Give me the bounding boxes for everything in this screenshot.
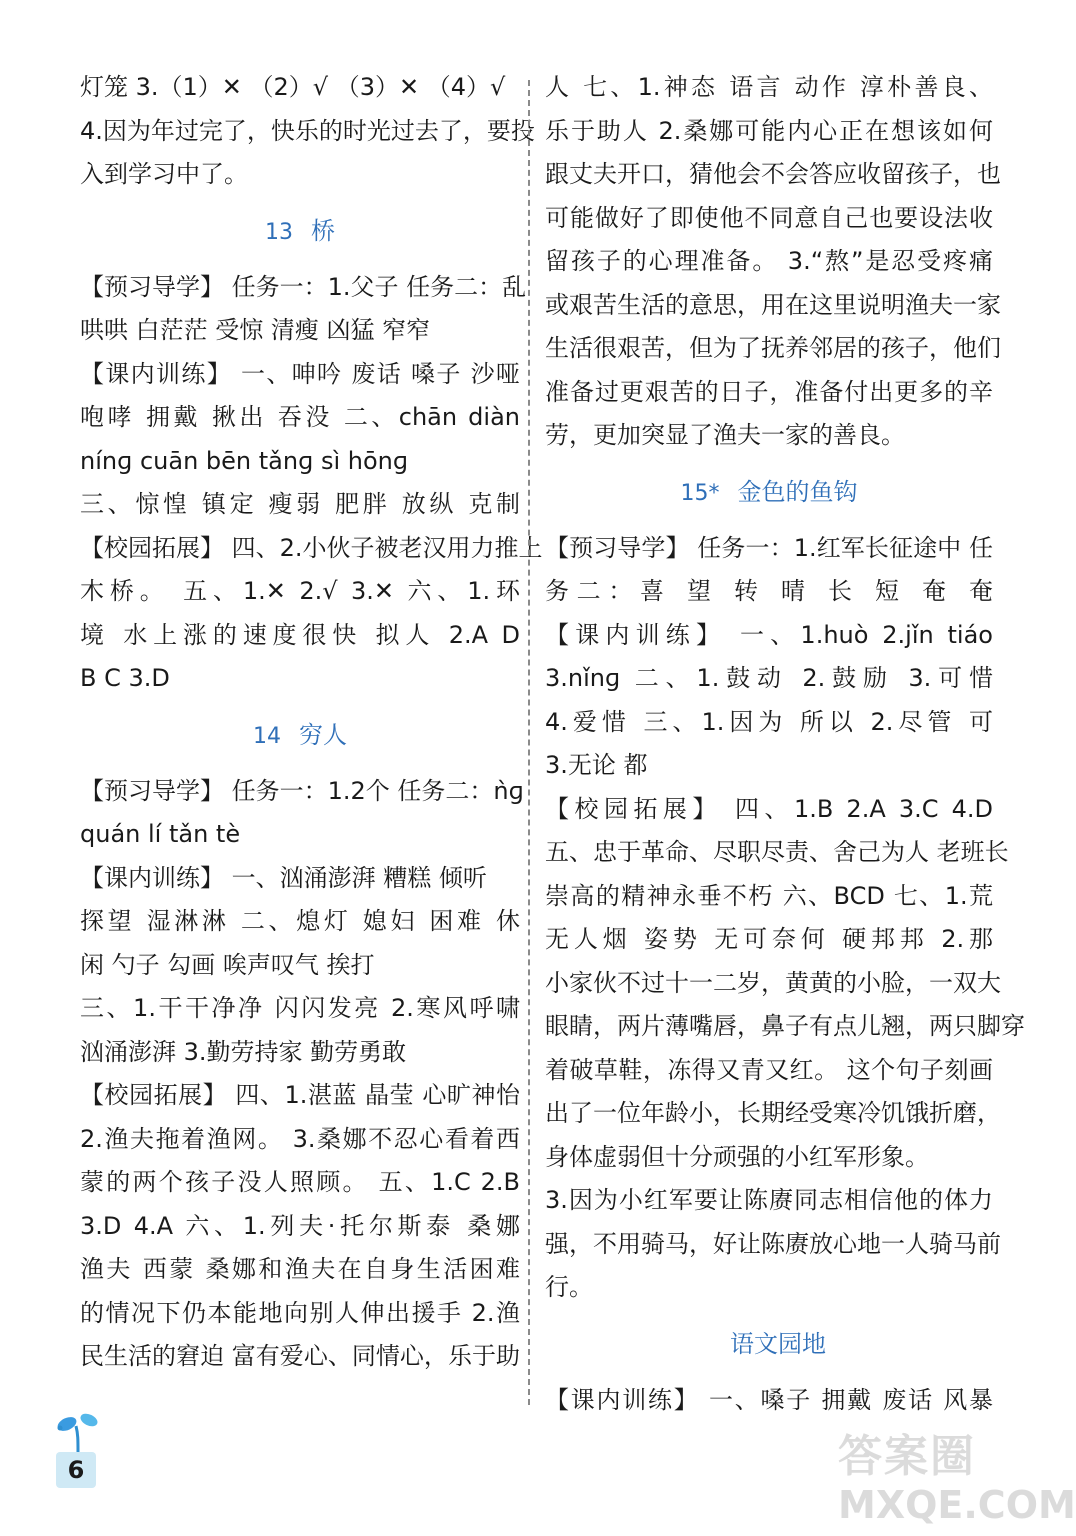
watermark-url: MXQE.COM xyxy=(838,1483,1076,1527)
page-number-badge xyxy=(52,1408,110,1490)
answer-line: 蒙的两个孩子没人照顾。 五、1.C 2.B xyxy=(80,1168,520,1196)
answer-line: 入到学习中了。 xyxy=(80,160,248,188)
answer-line: 木桥。 五、1.✕ 2.√ 3.✕ 六、1.环 xyxy=(80,577,520,605)
answer-line: 闲 勺子 勾画 唉声叹气 挨打 xyxy=(80,950,375,979)
answer-line: 劳，更加突显了渔夫一家的善良。 xyxy=(545,421,905,449)
answer-line: 民生活的窘迫 富有爱心、同情心，乐于助 xyxy=(80,1342,520,1370)
answer-line: 务二：喜 望 转 晴 长 短 奄 奄 xyxy=(545,577,993,605)
left-column xyxy=(80,66,543,1379)
answer-line: 崇高的精神永垂不朽 六、BCD 七、1.荒 xyxy=(545,881,993,910)
answer-line: 三、1.干干净净 闪闪发亮 2.寒风呼啸 xyxy=(80,994,520,1022)
answer-line: 无人烟 姿势 无可奈何 硬邦邦 2.那 xyxy=(545,925,993,953)
answer-line: 【校园拓展】 四、1.湛蓝 晶莹 心旷神怡 xyxy=(80,1081,520,1109)
answer-line: 【课内训练】 一、嗓子 拥戴 废话 风暴 xyxy=(545,1385,993,1414)
section-number: 13 xyxy=(265,219,293,245)
answer-line: 【课内训练】 一、1.huò 2.jǐn tiáo xyxy=(545,620,993,649)
answer-line: 三、惊惶 镇定 瘦弱 肥胖 放纵 克制 xyxy=(80,490,520,518)
section-title-text: 语文园地 xyxy=(730,1329,826,1358)
answer-line: 小家伙不过十一二岁，黄黄的小脸，一双大 xyxy=(545,968,1001,997)
answer-line: 可能做好了即使他不同意自己也要设法收 xyxy=(545,203,993,232)
answer-line: 3.D 4.A 六、1.列夫·托尔斯泰 桑娜 xyxy=(80,1211,520,1240)
answer-line: 人 七、1.神态 语言 动作 淳朴善良、 xyxy=(545,73,993,101)
answer-line: 咆哮 拥戴 揪出 吞没 二、chān diàn xyxy=(80,403,520,431)
page-number: 6 xyxy=(56,1452,96,1488)
answer-line: 2.渔夫拖着渔网。 3.桑娜不忍心看着西 xyxy=(80,1124,520,1153)
answer-line: 行。 xyxy=(545,1273,593,1301)
section-title xyxy=(545,458,993,527)
answer-line: 【预习导学】 任务一：1.红军长征途中 任 xyxy=(545,533,993,562)
watermark-logo-text: 答案圈 xyxy=(838,1431,976,1482)
section-title xyxy=(80,197,520,266)
answer-line: nínɡ cuān bēn tǎnɡ sì hōnɡ xyxy=(80,446,409,475)
answer-line: 的情况下仍本能地向别人伸出援手 2.渔 xyxy=(80,1298,520,1327)
answer-line: 眼睛，两片薄嘴唇，鼻子有点儿翘，两只脚穿 xyxy=(545,1012,1025,1040)
answer-line: 4.因为年过完了，快乐的时光过去了，要投 xyxy=(80,116,535,145)
section-title-text: 桥 xyxy=(311,216,335,245)
column-divider xyxy=(528,80,530,1405)
answer-line: 【预习导学】 任务一：1.父子 任务二：乱 xyxy=(80,272,527,301)
answer-line: 汹涌澎湃 3.勤劳持家 勤劳勇敢 xyxy=(80,1037,407,1066)
section-title xyxy=(80,701,520,770)
answer-line: 【校园拓展】 四、2.小伙子被老汉用力推上 xyxy=(80,533,543,562)
answer-line: 【课内训练】 一、汹涌澎湃 糟糕 倾听 xyxy=(80,863,487,892)
answer-line: 3.无论 都 xyxy=(545,751,648,779)
answer-line: 探望 湿淋淋 二、熄灯 媳妇 困难 休 xyxy=(80,907,520,935)
answer-line: 跟丈夫开口，猜他会不会答应收留孩子，也 xyxy=(545,160,1001,188)
right-column xyxy=(545,66,1025,1422)
answer-line: 或艰苦生活的意思，用在这里说明渔夫一家 xyxy=(545,290,1001,319)
section-title-text: 金色的鱼钩 xyxy=(737,477,858,506)
answer-line: 生活很艰苦，但为了抚养邻居的孩子，他们 xyxy=(545,334,1001,362)
answer-line: 准备过更艰苦的日子，准备付出更多的辛 xyxy=(545,377,993,406)
answer-line: 乐于助人 2.桑娜可能内心正在想该如何 xyxy=(545,116,993,145)
answer-line: 留孩子的心理准备。 3.“熬”是忍受疼痛 xyxy=(545,247,993,275)
answer-line: quán lí tǎn tè xyxy=(80,820,241,848)
section-number: 15* xyxy=(680,480,720,506)
answer-line: 【校园拓展】 四、1.B 2.A 3.C 4.D xyxy=(545,794,993,823)
answer-line: 【课内训练】 一、呻吟 废话 嗓子 沙哑 xyxy=(80,359,520,388)
answer-line: 着破草鞋，冻得又青又红。 这个句子刻画 xyxy=(545,1055,993,1084)
answer-line: 境 水上涨的速度很快 拟人 2.A D xyxy=(80,620,520,649)
section-title-text: 穷人 xyxy=(299,720,347,749)
answer-line: 五、忠于革命、尽职尽责、舍己为人 老班长 xyxy=(545,838,1009,866)
answer-line: 渔夫 西蒙 桑娜和渔夫在自身生活困难 xyxy=(80,1255,520,1283)
section-title xyxy=(545,1310,993,1379)
answer-line: 4.爱惜 三、1.因为 所以 2.尽管 可 xyxy=(545,707,993,736)
answer-line: 灯笼 3.（1）✕ （2）√ （3）✕ （4）√ xyxy=(80,73,506,101)
sprout-icon xyxy=(56,1408,100,1454)
answer-line: B C 3.D xyxy=(80,664,170,692)
answer-line: 3.nǐnɡ 二、1.鼓动 2.鼓励 3.可惜 xyxy=(545,664,993,692)
watermark xyxy=(838,1430,1076,1530)
answer-line: 强，不用骑马，好让陈赓放心地一人骑马前 xyxy=(545,1229,1001,1258)
answer-line: 身体虚弱但十分顽强的小红军形象。 xyxy=(545,1142,929,1171)
answer-line: 3.因为小红军要让陈赓同志相信他的体力 xyxy=(545,1186,993,1214)
answer-line: 哄哄 白茫茫 受惊 清瘦 凶猛 窄窄 xyxy=(80,316,431,344)
answer-line: 出了一位年龄小，长期经受寒冷饥饿折磨， xyxy=(545,1099,1001,1127)
answer-line: 【预习导学】 任务一：1.2个 任务二：ǹɡ xyxy=(80,776,524,805)
section-number: 14 xyxy=(253,723,281,749)
